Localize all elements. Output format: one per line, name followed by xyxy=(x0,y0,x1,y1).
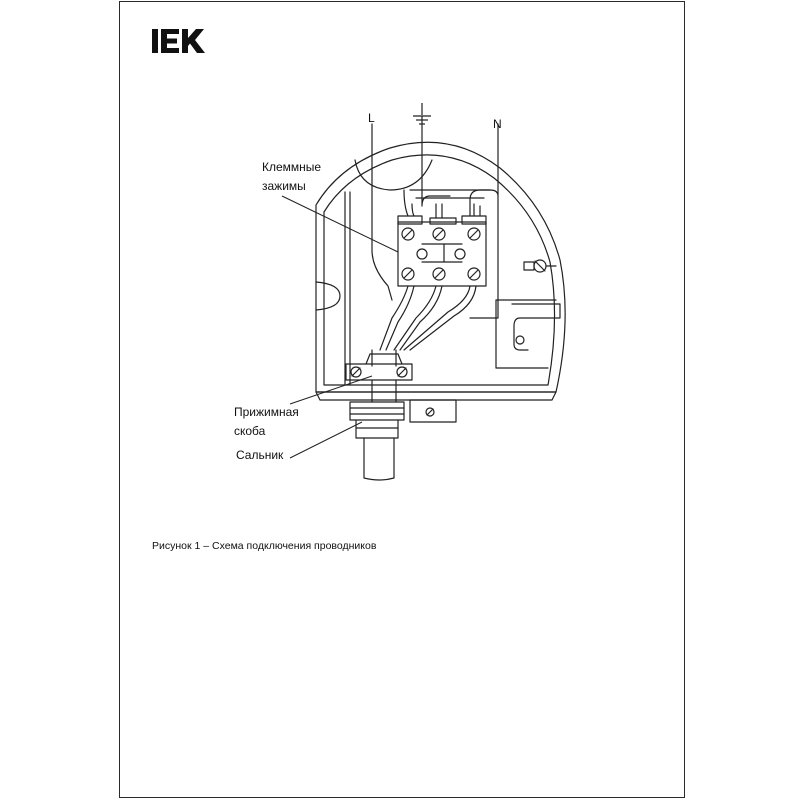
right-bracket xyxy=(512,304,560,350)
label-terminals-line2: зажимы xyxy=(262,179,306,193)
housing-bottom xyxy=(316,392,556,400)
leader-gland xyxy=(290,422,362,458)
cable xyxy=(364,438,394,480)
housing-cutout-top xyxy=(355,160,432,190)
label-phase: L xyxy=(368,111,375,125)
mount-bracket xyxy=(410,400,456,422)
housing-notch xyxy=(316,282,340,310)
figure-caption: Рисунок 1 – Схема подключения проводников xyxy=(152,540,377,552)
label-neutral: N xyxy=(493,117,502,131)
label-clamp-line2: скоба xyxy=(234,424,266,438)
terminal-screws xyxy=(402,228,480,280)
label-terminals-line1: Клеммные xyxy=(262,160,322,174)
cable-gland xyxy=(350,402,404,420)
leader-terminals xyxy=(282,196,398,252)
label-clamp-line1: Прижимная xyxy=(234,405,299,419)
label-gland: Сальник xyxy=(236,448,284,462)
